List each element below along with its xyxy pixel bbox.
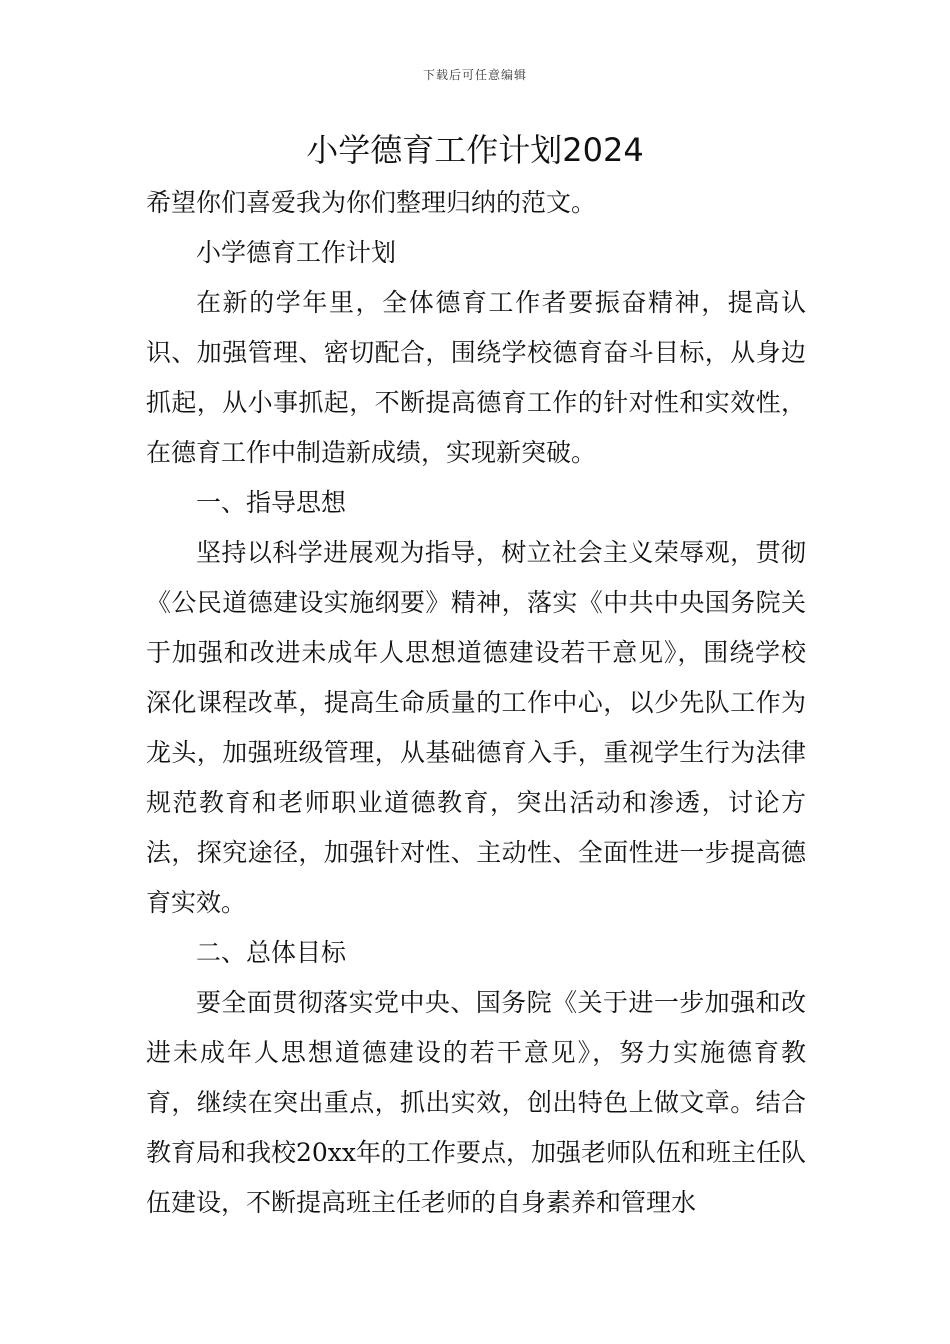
body-paragraph: 在新的学年里，全体德育工作者要振奋精神，提高认识、加强管理、密切配合，围绕学校德育奋斗目标，从身边抓起，从小事抓起，不断提高德育工作的针对性和实效性，在德育工作中制造新成绩，实现新突破。 <box>146 288 806 467</box>
document-title: 小学德育工作计划2024 <box>306 131 644 169</box>
intro-paragraph: 希望你们喜爱我为你们整理归纳的范文。 <box>146 188 597 217</box>
body-paragraph: 要全面贯彻落实党中央、国务院《关于进一步加强和改进未成年人思想道德建设的若干意见》，努力实施德育教育，继续在突出重点，抓出实效，创出特色上做文章。结合教育局和我校20xx年的工作要点，加强老师队伍和班主任队伍建设，不断提高班主任老师的自身素养和管理水 <box>146 988 807 1217</box>
body-paragraph: 坚持以科学进展观为指导，树立社会主义荣辱观，贯彻《公民道德建设实施纲要》精神，落实《中共中央国务院关于加强和改进未成年人思想道德建设若干意见》，围绕学校深化课程改革，提高生命质量的工作中心，以少先队工作为龙头，加强班级管理，从基础德育入手，重视学生行为法律规范教育和老师职业道德教育，突出活动和渗透，讨论方法，探究途径，加强针对性、主动性、全面性进一步提高德育实效。 <box>146 538 806 917</box>
section-heading: 一、指导思想 <box>196 488 347 517</box>
page-header-note: 下载后可任意编辑 <box>422 68 527 82</box>
subtitle-paragraph: 小学德育工作计划 <box>196 238 397 267</box>
section-heading: 二、总体目标 <box>196 938 347 967</box>
document-body <box>146 178 806 1228</box>
